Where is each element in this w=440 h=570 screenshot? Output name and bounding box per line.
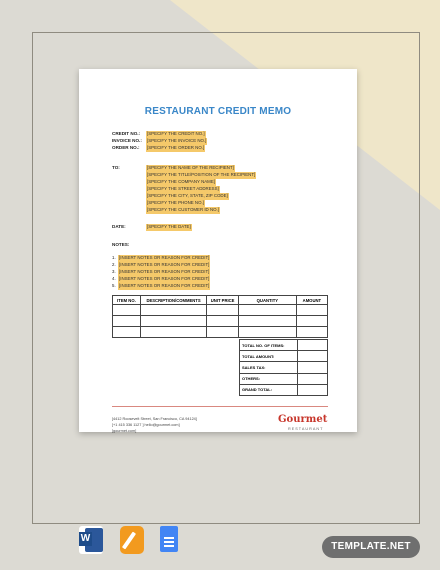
footer-address: [4412 Roosevelt Street, San Francisco, CA 94124] [112, 417, 197, 421]
totals-table [239, 339, 328, 396]
date-value: [SPECIFY THE DATE] [147, 224, 191, 229]
credit-memo-document [79, 69, 357, 432]
to-label: TO: [112, 165, 120, 170]
recipient-line: [SPECIFY THE COMPANY NAME] [147, 179, 215, 184]
table-row [113, 316, 328, 327]
totals-label: OTHERS: [240, 373, 298, 384]
note-text: [INSERT NOTES OR REASON FOR CREDIT] [119, 255, 210, 260]
gourmet-logo: Gourmet [278, 414, 328, 425]
order-no-label: ORDER NO.: [112, 145, 140, 150]
totals-row [240, 340, 328, 351]
recipient-line: [SPECIFY THE CITY, STATE, ZIP CODE] [147, 193, 228, 198]
recipient-line: [SPECIFY THE CUSTOMER ID NO.] [147, 207, 219, 212]
credit-no-label: CREDIT NO.: [112, 131, 141, 136]
order-no-value: [SPECIFY THE ORDER NO.] [147, 145, 205, 150]
note-number: 5. [112, 283, 116, 288]
totals-label: GRAND TOTAL: [240, 384, 298, 395]
footer-website: [gourmet.com] [112, 429, 137, 433]
recipient-line: [SPECIFY THE TITLE/POSITION OF THE RECIPIENT] [147, 172, 256, 177]
table-row [113, 305, 328, 316]
invoice-no-label: INVOICE NO.: [112, 138, 142, 143]
google-docs-icon[interactable] [158, 526, 182, 554]
invoice-no-value: [SPECIFY THE INVOICE NO.] [147, 138, 207, 143]
note-text: [INSERT NOTES OR REASON FOR CREDIT] [119, 262, 210, 267]
column-header: AMOUNT [296, 296, 327, 305]
footer-contact: [+1 415 336 1127 ] hello@gourmet.com] [112, 423, 180, 427]
notes-label: NOTES: [112, 242, 130, 247]
date-label: DATE: [112, 224, 126, 229]
column-header: ITEM NO. [113, 296, 141, 305]
note-text: [INSERT NOTES OR REASON FOR CREDIT] [119, 269, 210, 274]
footer-divider [112, 406, 328, 407]
totals-row [240, 362, 328, 373]
pages-icon[interactable] [120, 526, 144, 554]
totals-row [240, 351, 328, 362]
note-number: 3. [112, 269, 116, 274]
credit-no-value: [SPECIFY THE CREDIT NO.] [147, 131, 205, 136]
totals-label: SALES TAX: [240, 362, 298, 373]
document-title: RESTAURANT CREDIT MEMO [144, 106, 292, 117]
note-number: 4. [112, 276, 116, 281]
table-header-row [113, 296, 328, 305]
column-header: QUANTITY [239, 296, 297, 305]
recipient-line: [SPECIFY THE STREET ADDRESS] [147, 186, 219, 191]
note-number: 2. [112, 262, 116, 267]
totals-label: TOTAL NO. OF ITEMS: [240, 340, 298, 351]
totals-row [240, 384, 328, 395]
template-net-badge[interactable]: TEMPLATE.NET [322, 536, 420, 558]
column-header: DESCRIPTION/COMMENTS [140, 296, 206, 305]
recipient-line: [SPECIFY THE NAME OF THE RECIPIENT] [147, 165, 234, 170]
table-row [113, 327, 328, 338]
column-header: UNIT PRICE [207, 296, 239, 305]
items-table [112, 295, 328, 338]
totals-row [240, 373, 328, 384]
note-text: [INSERT NOTES OR REASON FOR CREDIT] [119, 283, 210, 288]
note-text: [INSERT NOTES OR REASON FOR CREDIT] [119, 276, 210, 281]
recipient-line: [SPECIFY THE PHONE NO.] [147, 200, 204, 205]
note-number: 1. [112, 255, 116, 260]
totals-label: TOTAL AMOUNT: [240, 351, 298, 362]
gourmet-logo-subtitle: RESTAURANT [288, 427, 324, 431]
word-icon[interactable]: W [79, 526, 103, 554]
